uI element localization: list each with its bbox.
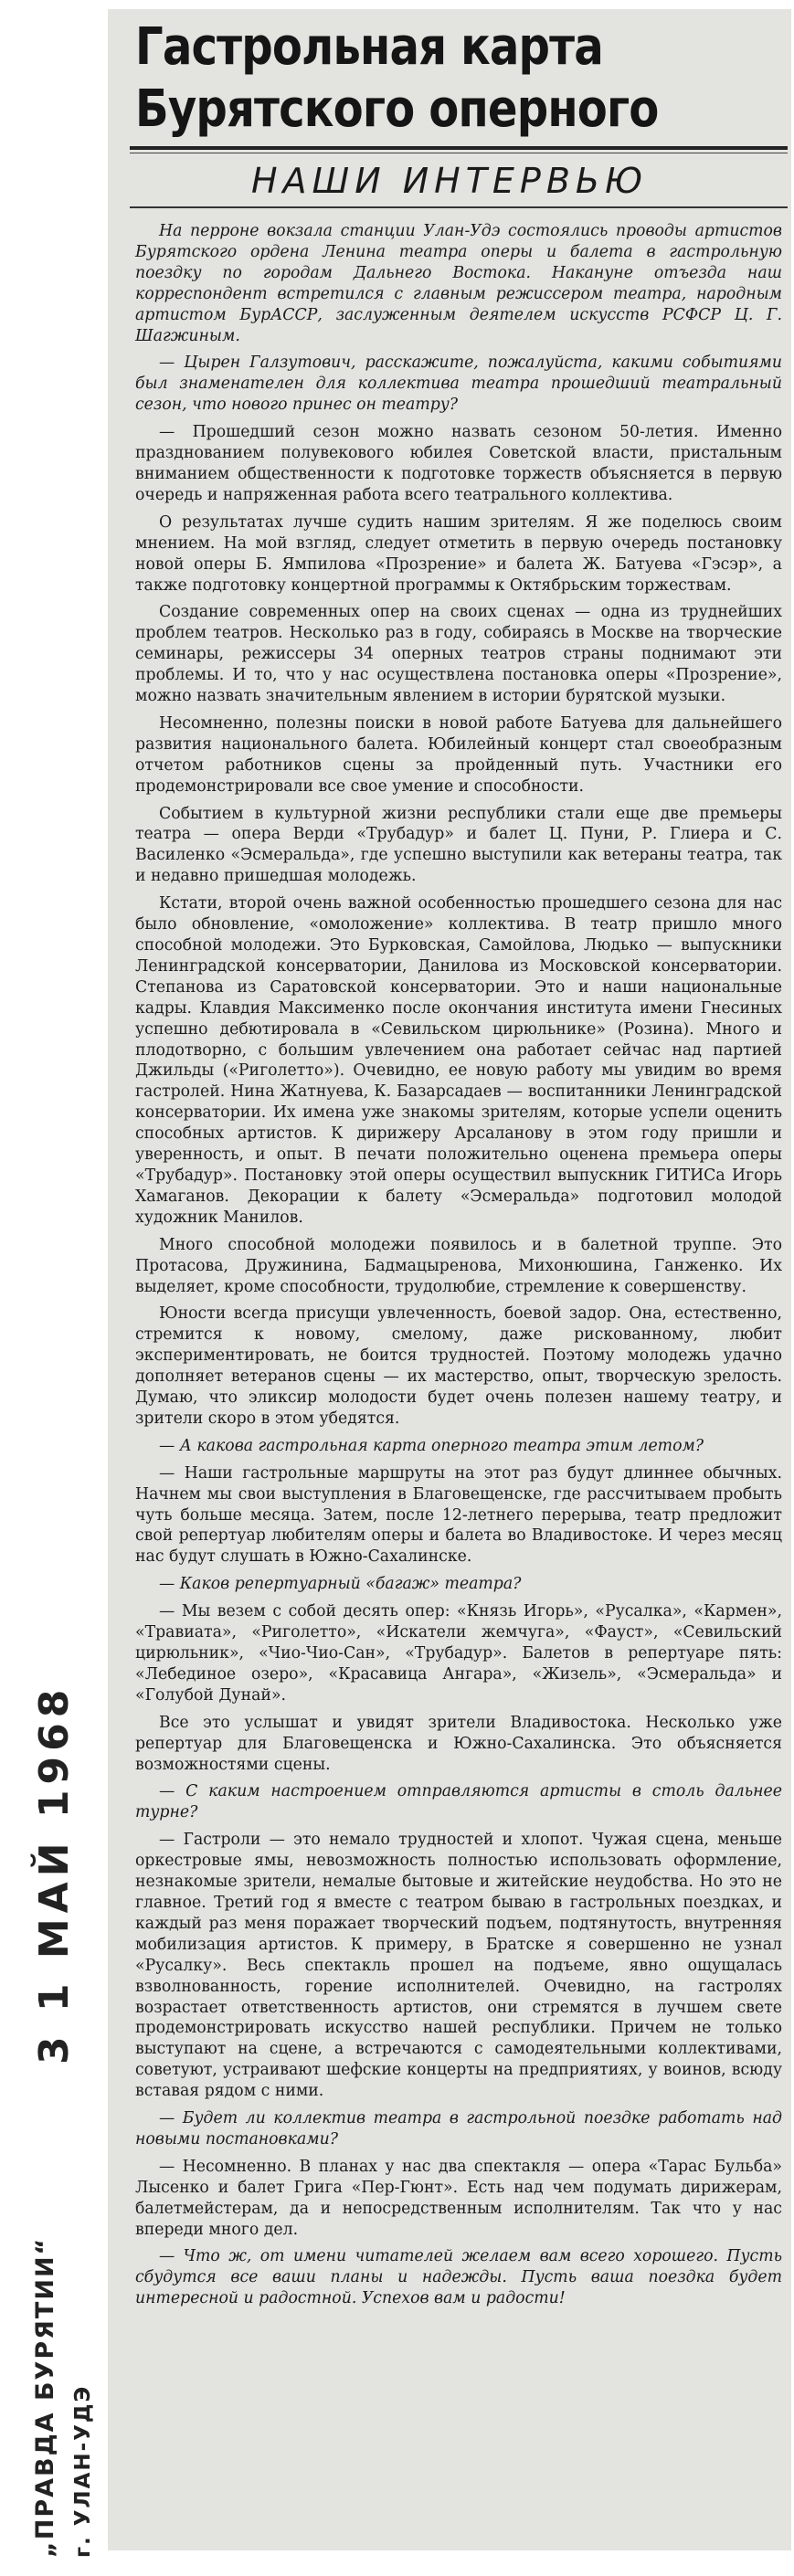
paragraph: Много способной молодежи появилось и в балетной труппе. Это Протасова, Дружинина, Бадмацыренова, Михонюшина, Ганженко. Их выделяет, кроме способности, трудолюбие, стремление к совершенству. xyxy=(135,1235,782,1296)
rubric-label: НАШИ ИНТЕРВЬЮ xyxy=(250,161,648,201)
headline-line-1: Гастрольная карта xyxy=(135,17,603,77)
paragraph-question: — А какова гастрольная карта оперного театра этим летом? xyxy=(159,1436,704,1455)
paragraph-question: — Каков репертуарный «багаж» театра? xyxy=(159,1575,522,1594)
headline-line-2: Бурятского оперного xyxy=(135,79,659,139)
paragraph-closing: — Что ж, от имени читателей желаем вам всего хорошего. Пусть сбудутся все ваши планы и надежды. Пусть ваша поездка будет интересной и радостной. Успехов вам и радости! xyxy=(135,2247,782,2308)
stamp-newspaper-name: „ПРАВДА БУРЯТИИ“ xyxy=(31,2236,59,2558)
paragraph: — Гастроли — это немало трудностей и хлопот. Чужая сцена, меньше оркестровые ямы, невозможность полностью использовать оформление, незнакомые зрители, немалые бытовые и житейские неудобства. Но это не главное. Третий год я вместе с театром бываю в гастрольных поездках, и каждый раз меня поражает творческий подъем, подтянутость, внутренняя мобилизация артистов. К примеру, в Братске я совершенно не узнал «Русалку». Весь спектакль прошел на подъеме, явно ощущалась взволнованность, горение исполнителей. Очевидно, на гастролях возрастает ответственность артистов, они стремятся в лучшем свете продемонстрировать искусство нашей республики. Причем не только выступают на сцене, а встречаются с самодеятельными коллективами, советуют, устраивают шефские концерты на предприятиях, у воинов, всюду вставая рядом с ними. xyxy=(135,1831,782,2101)
article-body xyxy=(135,221,782,2309)
paragraph-question: — С каким настроением отправляются артисты в столь дальнее турне? xyxy=(135,1782,782,1822)
paragraph: — Несомненно. В планах у нас два спектакля — опера «Тарас Бульба» Лысенко и балет Грига «Пер-Гюнт». Есть над чем подумать дирижерам, балетмейстерам, да и непосредственным исполнителям. Так что у нас впереди много дел. xyxy=(135,2157,782,2239)
stamp-date: 3 1 МАЙ 1968 xyxy=(31,1684,78,2064)
paragraph: О результатах лучше судить нашим зрителям. Я же поделюсь своим мнением. На мой взгляд, следует отметить в первую очередь постановку новой оперы Б. Ямпилова «Прозрение» и балета Ж. Батуева «Гэсэр», а также подготовку концертной программы к Октябрьским торжествам. xyxy=(135,512,782,595)
paragraph-question: — Будет ли коллектив театра в гастрольной поездке работать над новыми постановками? xyxy=(135,2109,782,2148)
paragraph: — Мы везем с собой десять опер: «Князь Игорь», «Русалка», «Кармен», «Травиата», «Риголетто», «Искатели жемчуга», «Фауст», «Севильский цирюльник», «Чио-Чио-Сан», «Трубадур». Балетов в репертуаре пять: «Лебединое озеро», «Красавица Ангара», «Жизель», «Эсмеральда» и «Голубой Дунай». xyxy=(135,1602,782,1705)
paragraph: Кстати, второй очень важной особенностью прошедшего сезона для нас было обновление, «омоложение» коллектива. В театр пришло много способной молодежи. Это Бурковская, Самойлова, Людько — выпускники Ленинградской консерватории, Данилова из Московской консерватории. Степанова из Саратовской консерватории. Это и наши национальные кадры. Клавдия Максименко после окончания института имени Гнесиных успешно дебютировала в «Севильском цирюльнике» (Розина). Много и плодотворно, с большим увлечением она работает сейчас над партией Джильды («Риголетто»). Очевидно, ее новую работу мы увидим во время гастролей. Нина Жатнуева, К. Базарсадаев — воспитанники Ленинградской консерватории. Их имена уже знакомы зрителям, которые успели оценить способных артистов. К дирижеру Арсаланову в этом году пришли и уверенность, и опыт. В печати положительно оценена премьера оперы «Трубадур». Постановку этой оперы осуществил выпускник ГИТИСа Игорь Хамаганов. Декорации к балету «Эсмеральда» подготовил молодой художник Манилов. xyxy=(135,894,782,1227)
paragraph: Юности всегда присущи увлеченность, боевой задор. Она, естественно, стремится к новому, смелому, даже рискованному, любит экспериментировать, не боится трудностей. Поэтому молодежь удачно дополняет ветеранов сцены — их мастерство, опыт, творческую зрелость. Думаю, что эликсир молодости будет очень полезен нашему театру, и зрители скоро в этом убедятся. xyxy=(135,1304,782,1428)
paragraph: Все это услышат и увидят зрители Владивостока. Несколько уже репертуар для Благовещенска и Южно-Сахалинска. Это объясняется возможностями сцены. xyxy=(135,1713,782,1774)
headline xyxy=(135,16,685,141)
paragraph: — Наши гастрольные маршруты на этот раз будут длиннее обычных. Начнем мы свои выступления в Благовещенске, где рассчитываем пробыть чуть больше месяца. Затем, после 12-летнего перерыва, театр предложит свой репертуар любителям оперы и балета во Владивостоке. И через месяц нас будут слушать в Южно-Сахалинске. xyxy=(135,1463,782,1567)
paragraph-question: — Цырен Галзутович, расскажите, пожалуйста, какими событиями был знаменателен для коллектива театра прошедший театральный сезон, что нового принес он театру? xyxy=(135,354,782,415)
paragraph: Событием в культурной жизни республики стали еще две премьеры театра — опера Верди «Трубадур» и балет Ц. Пуни, Р. Глиера и С. Василенко «Эсмеральда», где успешно выступили как ветераны театра, так и недавно пришедшая молодежь. xyxy=(135,804,782,886)
paragraph: Создание современных опер на своих сценах — одна из труднейших проблем театров. Несколько раз в году, собираясь в Москве на творческие семинары, режиссеры 34 оперных театров страны поднимают эти проблемы. И то, что у нас осуществлена постановка оперы «Прозрение», можно назвать значительным явлением в истории бурятской музыки. xyxy=(135,603,782,706)
stamp-city: г. УЛАН-УДЭ xyxy=(71,2384,95,2558)
newspaper-clipping xyxy=(108,9,791,2550)
paragraph: — Прошедший сезон можно назвать сезоном 50-летия. Именно празднованием полувекового юбилея Советской власти, пристальным вниманием общественности к подготовке торжеств объясняется в первую очередь и напряженная работа всего театрального коллектива. xyxy=(135,423,782,504)
paragraph-intro: На перроне вокзала станции Улан-Удэ состоялись проводы артистов Бурятского ордена Ленина театра оперы и балета в гастрольную поездку по городам Дальнего Востока. Накануне отъезда наш корреспондент встретился с главным режиссером театра, народным артистом БурАССР, заслуженным деятелем искусств РСФСР Ц. Г. Шагжиным. xyxy=(135,222,782,345)
archive-stamp xyxy=(31,1553,104,2576)
rubric-bottom-rule xyxy=(130,206,788,208)
paragraph: Несомненно, полезны поиски в новой работе Батуева для дальнейшего развития национального балета. Юбилейный концерт стал своеобразным отчетом работников сцены за пройденный путь. Участники его продемонстрировали все свое умение и способности. xyxy=(135,713,782,796)
rubric-top-rule xyxy=(130,146,788,153)
